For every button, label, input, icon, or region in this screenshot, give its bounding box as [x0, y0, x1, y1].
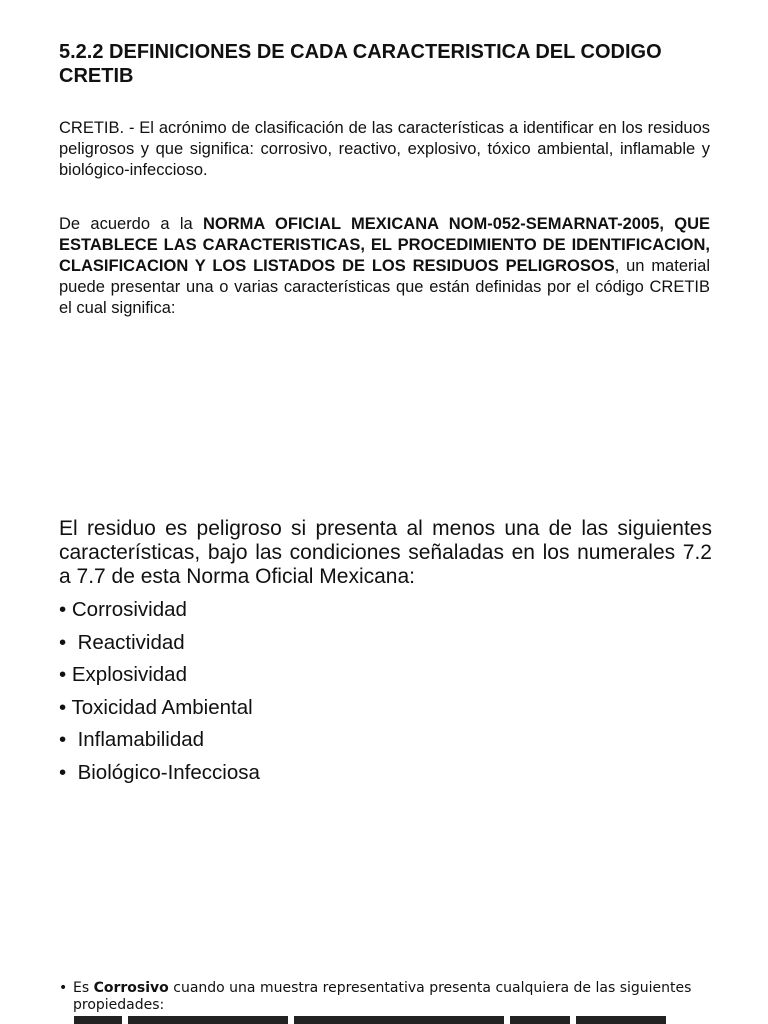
characteristics-list — [59, 596, 260, 791]
list-item-explosividad: • Explosividad — [59, 663, 187, 686]
corrosivo-term: Corrosivo — [93, 980, 169, 996]
norma-intro-text: De acuerdo a la — [59, 215, 204, 233]
list-item-reactividad: • Reactividad — [59, 630, 185, 654]
list-item-biologico-infecciosa: • Biológico-Infecciosa — [59, 760, 260, 784]
norma-paragraph — [59, 214, 710, 319]
norma-title: NORMA OFICIAL MEXICANA NOM-052-SEMARNAT-2005, QUE ESTABLECE LAS CARACTERISTICAS, EL PROCEDIMIENTO DE IDENTIFICACION, CLASIFICACION Y LOS LISTADOS DE LOS RESIDUOS PELIGROSOS — [59, 215, 710, 275]
corrosivo-note — [59, 980, 699, 1014]
section-heading: 5.2.2 DEFINICIONES DE CADA CARACTERISTICA DEL CODIGO CRETIB — [59, 41, 662, 87]
list-item-corrosividad: • Corrosividad — [59, 598, 187, 621]
bullet-icon: • — [59, 980, 68, 996]
residuo-peligroso-paragraph: El residuo es peligroso si presenta al menos una de las siguientes características, bajo las condiciones señaladas en los numerales 7.2 a 7.7 de esta Norma Oficial Mexicana: — [59, 517, 712, 588]
corrosivo-note-text — [59, 980, 699, 1014]
truncated-next-line — [74, 1016, 714, 1024]
list-item-toxicidad-ambiental: • Toxicidad Ambiental — [59, 695, 253, 719]
norma-continuation-text: , un material puede presentar una o varias características que están definidas por el código CRETIB el cual significa: — [59, 257, 711, 317]
corrosivo-note-body: cuando una muestra representativa presenta cualquiera de las siguientes propiedades: — [73, 980, 692, 1013]
list-item-inflamabilidad: • Inflamabilidad — [59, 728, 205, 751]
cretib-definition-paragraph: CRETIB. - El acrónimo de clasificación de las características a identificar en los residuos peligrosos y que significa: corrosivo, reactivo, explosivo, tóxico ambiental, inflamable y biológico-infeccioso. — [59, 119, 710, 179]
corrosivo-note-prefix: Es — [73, 980, 94, 996]
